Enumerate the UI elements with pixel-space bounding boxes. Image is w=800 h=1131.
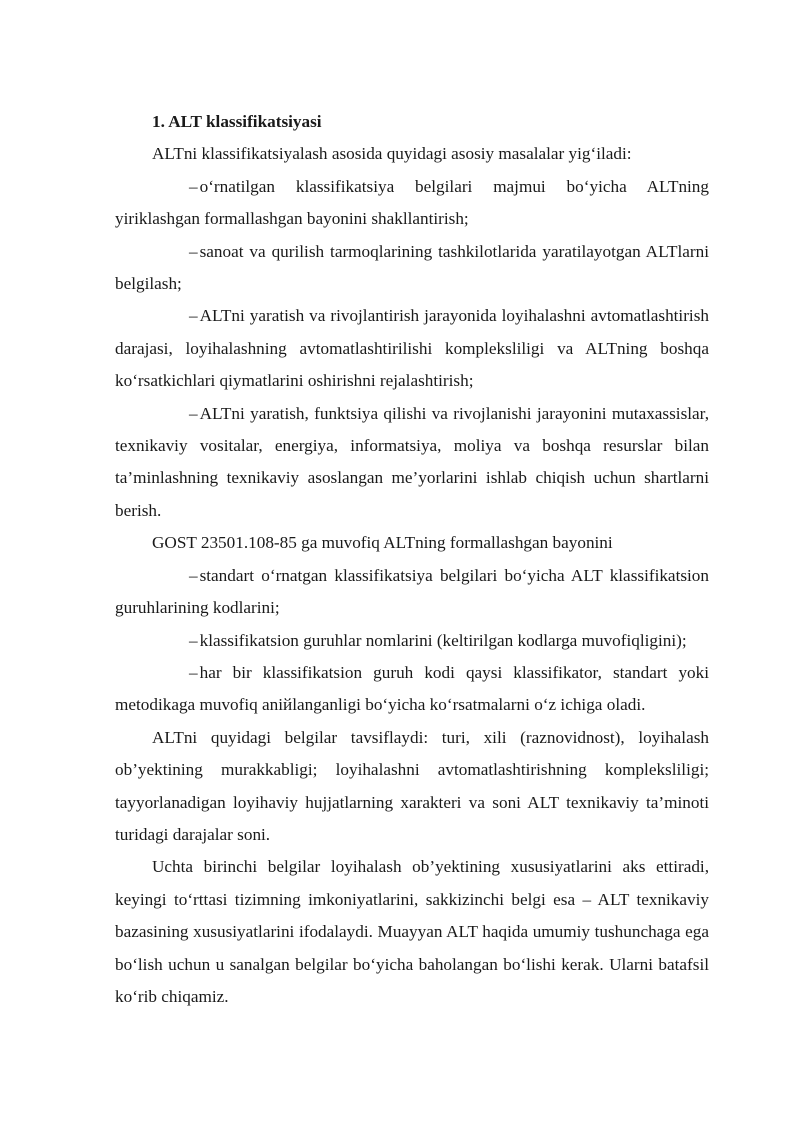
first-three-paragraph: Uchta birinchi belgilar loyihalash ob’yektining xususiyatlarini aks ettiradi, keyingi to‘rttasi tizimning imkoniyatlarini, sakkizinchi belgi esa – ALT texnikaviy bazasining xususiyatlarini ifodalaydi. Muayyan ALT haqida umumiy tushunchaga ega bo‘lish uchun u sanalgan belgilar bo‘yicha baholangan bo‘lishi kerak. Ularni batafsil ko‘rib chiqamiz. <box>115 857 709 1006</box>
intro-paragraph: ALTni klassifikatsiyalash asosida quyidagi asosiy masalalar yig‘iladi: <box>152 144 632 164</box>
dash-marker: – <box>189 630 198 650</box>
dash-marker: – <box>189 662 198 682</box>
dash-marker: – <box>189 241 198 261</box>
task-item <box>115 300 709 397</box>
task-item-text: ALTni yaratish, funktsiya qilishi va rivojlanishi jarayonini mutaxassislar, texnikaviy vositalar, energiya, informatsiya, moliya va boshqa resurslar bilan ta’minlashning texnikaviy asoslangan me’yorlarini ishlab chiqish uchun shartlarni berish. <box>115 403 709 520</box>
section-heading: 1. ALT klassifikatsiyasi <box>152 112 322 131</box>
gost-item-text: standart o‘rnatgan klassifikatsiya belgilari bo‘yicha ALT klassifikatsion guruhlarining kodlarini; <box>115 565 709 618</box>
task-item <box>115 236 709 301</box>
task-item <box>115 171 709 236</box>
task-item-text: o‘rnatilgan klassifikatsiya belgilari majmui bo‘yicha ALTning yiriklashgan formallashgan bayonini shakllantirish; <box>115 176 709 229</box>
features-paragraph: ALTni quyidagi belgilar tavsiflaydi: turi, xili (raznovidnost), loyihalash ob’yektining murakkabligi; loyihalashni avtomatlashtirishning kompleksliligi; tayyorlanadigan loyihaviy hujjatlarning xarakteri va soni ALT texnikaviy ta’minoti turidagi darajalar soni. <box>115 727 709 844</box>
gost-item <box>115 657 709 722</box>
task-item-text: ALTni yaratish va rivojlantirish jarayonida loyihalashni avtomatlashtirish darajasi, loyihalashning avtomatlashtirilishi kompleksliligi va ALTning boshqa ko‘rsatkichlari qiymatlarini oshirishni rejalashtirish; <box>115 306 709 391</box>
gost-intro-paragraph: GOST 23501.108-85 ga muvofiq ALTning formallashgan bayonini <box>152 533 613 553</box>
task-item <box>115 398 709 528</box>
gost-item-text: har bir klassifikatsion guruh kodi qaysi klassifikator, standart yoki metodikaga muvofiq aniйlanganligi bo‘yicha ko‘rsatmalarni o‘z ichiga oladi. <box>115 662 709 715</box>
dash-marker: – <box>189 565 198 585</box>
gost-item <box>115 560 709 625</box>
document-body <box>115 106 709 1013</box>
task-item-text: sanoat va qurilish tarmoqlarining tashkilotlarida yaratilayotgan ALTlarni belgilash; <box>115 241 709 294</box>
dash-marker: – <box>189 306 198 326</box>
dash-marker: – <box>189 403 198 423</box>
gost-item-text: klassifikatsion guruhlar nomlarini (keltirilgan kodlarga muvofiqligini); <box>199 630 687 650</box>
dash-marker: – <box>189 176 198 196</box>
gost-item <box>115 625 709 657</box>
